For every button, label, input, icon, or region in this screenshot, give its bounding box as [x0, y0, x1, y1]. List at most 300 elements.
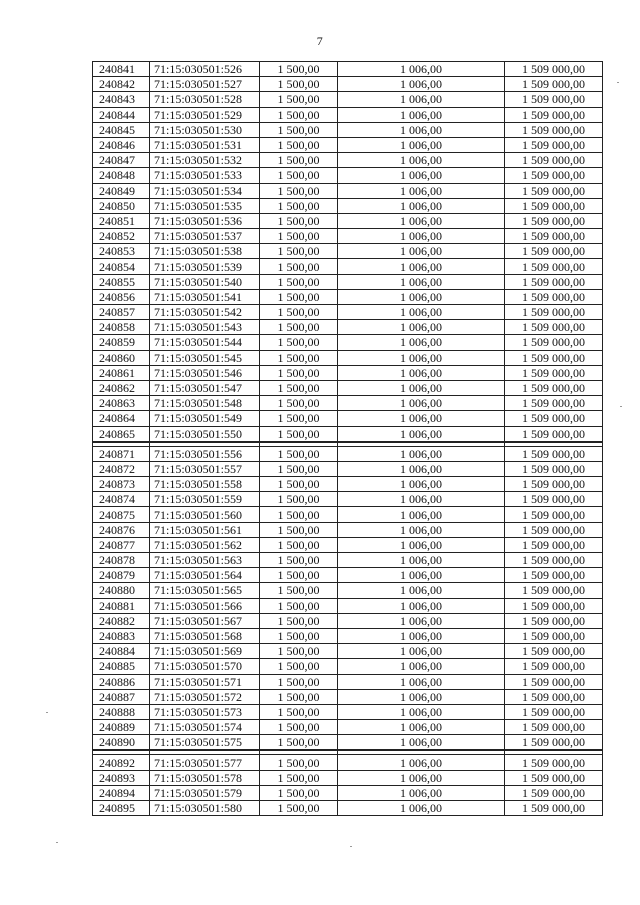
- rate-cell: 1 006,00: [338, 704, 505, 719]
- value-cell: 1 509 000,00: [505, 568, 603, 583]
- plot-id-cell: 240845: [93, 122, 150, 137]
- value-cell: 1 509 000,00: [505, 583, 603, 598]
- area-cell: 1 500,00: [260, 62, 338, 77]
- area-cell: 1 500,00: [260, 122, 338, 137]
- area-cell: 1 500,00: [260, 77, 338, 92]
- plot-id-cell: 240880: [93, 583, 150, 598]
- plot-id-cell: 240841: [93, 62, 150, 77]
- plot-id-cell: 240875: [93, 507, 150, 522]
- plot-id-cell: 240852: [93, 229, 150, 244]
- value-cell: 1 509 000,00: [505, 380, 603, 395]
- area-cell: 1 500,00: [260, 213, 338, 228]
- cadastral-number-cell: 71:15:030501:529: [150, 107, 260, 122]
- plot-id-cell: 240842: [93, 77, 150, 92]
- plot-id-cell: 240887: [93, 689, 150, 704]
- table-row: [93, 659, 603, 674]
- cadastral-number-cell: 71:15:030501:579: [150, 785, 260, 800]
- plot-id-cell: 240876: [93, 522, 150, 537]
- area-cell: 1 500,00: [260, 553, 338, 568]
- value-cell: 1 509 000,00: [505, 411, 603, 426]
- value-cell: 1 509 000,00: [505, 477, 603, 492]
- cadastral-number-cell: 71:15:030501:566: [150, 598, 260, 613]
- area-cell: 1 500,00: [260, 426, 338, 442]
- area-cell: 1 500,00: [260, 305, 338, 320]
- cadastral-number-cell: 71:15:030501:531: [150, 137, 260, 152]
- value-cell: 1 509 000,00: [505, 107, 603, 122]
- plot-id-cell: 240882: [93, 613, 150, 628]
- rate-cell: 1 006,00: [338, 168, 505, 183]
- cadastral-number-cell: 71:15:030501:558: [150, 477, 260, 492]
- cadastral-number-cell: 71:15:030501:526: [150, 62, 260, 77]
- cadastral-number-cell: 71:15:030501:536: [150, 213, 260, 228]
- table-row: [93, 137, 603, 152]
- value-cell: 1 509 000,00: [505, 446, 603, 461]
- table-body: [93, 62, 603, 816]
- plot-id-cell: 240878: [93, 553, 150, 568]
- area-cell: 1 500,00: [260, 613, 338, 628]
- plot-id-cell: 240895: [93, 801, 150, 816]
- value-cell: 1 509 000,00: [505, 461, 603, 476]
- area-cell: 1 500,00: [260, 770, 338, 785]
- table-row: [93, 244, 603, 259]
- table-row: [93, 305, 603, 320]
- value-cell: 1 509 000,00: [505, 507, 603, 522]
- plot-id-cell: 240874: [93, 492, 150, 507]
- plot-id-cell: 240863: [93, 396, 150, 411]
- value-cell: 1 509 000,00: [505, 259, 603, 274]
- cadastral-number-cell: 71:15:030501:545: [150, 350, 260, 365]
- cadastral-number-cell: 71:15:030501:568: [150, 628, 260, 643]
- rate-cell: 1 006,00: [338, 365, 505, 380]
- value-cell: 1 509 000,00: [505, 644, 603, 659]
- plot-id-cell: 240865: [93, 426, 150, 442]
- rate-cell: 1 006,00: [338, 785, 505, 800]
- table-row: [93, 537, 603, 552]
- rate-cell: 1 006,00: [338, 137, 505, 152]
- area-cell: 1 500,00: [260, 689, 338, 704]
- value-cell: 1 509 000,00: [505, 289, 603, 304]
- value-cell: 1 509 000,00: [505, 229, 603, 244]
- table-row: [93, 553, 603, 568]
- cadastral-number-cell: 71:15:030501:528: [150, 92, 260, 107]
- rate-cell: 1 006,00: [338, 446, 505, 461]
- area-cell: 1 500,00: [260, 446, 338, 461]
- area-cell: 1 500,00: [260, 644, 338, 659]
- area-cell: 1 500,00: [260, 801, 338, 816]
- area-cell: 1 500,00: [260, 720, 338, 735]
- area-cell: 1 500,00: [260, 537, 338, 552]
- plot-id-cell: 240844: [93, 107, 150, 122]
- value-cell: 1 509 000,00: [505, 396, 603, 411]
- rate-cell: 1 006,00: [338, 689, 505, 704]
- rate-cell: 1 006,00: [338, 613, 505, 628]
- area-cell: 1 500,00: [260, 674, 338, 689]
- cadastral-number-cell: 71:15:030501:561: [150, 522, 260, 537]
- area-cell: 1 500,00: [260, 137, 338, 152]
- plot-id-cell: 240877: [93, 537, 150, 552]
- rate-cell: 1 006,00: [338, 244, 505, 259]
- area-cell: 1 500,00: [260, 659, 338, 674]
- cadastral-number-cell: 71:15:030501:548: [150, 396, 260, 411]
- table-row: [93, 365, 603, 380]
- cadastral-number-cell: 71:15:030501:550: [150, 426, 260, 442]
- area-cell: 1 500,00: [260, 183, 338, 198]
- value-cell: 1 509 000,00: [505, 320, 603, 335]
- rate-cell: 1 006,00: [338, 229, 505, 244]
- area-cell: 1 500,00: [260, 411, 338, 426]
- plot-id-cell: 240881: [93, 598, 150, 613]
- cadastral-number-cell: 71:15:030501:546: [150, 365, 260, 380]
- value-cell: 1 509 000,00: [505, 522, 603, 537]
- cadastral-number-cell: 71:15:030501:543: [150, 320, 260, 335]
- cadastral-number-cell: 71:15:030501:564: [150, 568, 260, 583]
- plot-id-cell: 240862: [93, 380, 150, 395]
- value-cell: 1 509 000,00: [505, 122, 603, 137]
- rate-cell: 1 006,00: [338, 92, 505, 107]
- value-cell: 1 509 000,00: [505, 153, 603, 168]
- value-cell: 1 509 000,00: [505, 244, 603, 259]
- table-row: [93, 674, 603, 689]
- plot-id-cell: 240854: [93, 259, 150, 274]
- cadastral-number-cell: 71:15:030501:547: [150, 380, 260, 395]
- rate-cell: 1 006,00: [338, 492, 505, 507]
- rate-cell: 1 006,00: [338, 801, 505, 816]
- table-row: [93, 411, 603, 426]
- plot-id-cell: 240858: [93, 320, 150, 335]
- area-cell: 1 500,00: [260, 335, 338, 350]
- cadastral-number-cell: 71:15:030501:549: [150, 411, 260, 426]
- area-cell: 1 500,00: [260, 168, 338, 183]
- rate-cell: 1 006,00: [338, 153, 505, 168]
- value-cell: 1 509 000,00: [505, 770, 603, 785]
- plot-id-cell: 240848: [93, 168, 150, 183]
- rate-cell: 1 006,00: [338, 380, 505, 395]
- table-row: [93, 507, 603, 522]
- table-row: [93, 735, 603, 751]
- cadastral-number-cell: 71:15:030501:557: [150, 461, 260, 476]
- rate-cell: 1 006,00: [338, 213, 505, 228]
- area-cell: 1 500,00: [260, 598, 338, 613]
- plot-id-cell: 240886: [93, 674, 150, 689]
- table-row: [93, 644, 603, 659]
- cadastral-number-cell: 71:15:030501:573: [150, 704, 260, 719]
- value-cell: 1 509 000,00: [505, 198, 603, 213]
- value-cell: 1 509 000,00: [505, 689, 603, 704]
- cadastral-number-cell: 71:15:030501:572: [150, 689, 260, 704]
- value-cell: 1 509 000,00: [505, 613, 603, 628]
- plot-id-cell: 240849: [93, 183, 150, 198]
- rate-cell: 1 006,00: [338, 537, 505, 552]
- plot-id-cell: 240856: [93, 289, 150, 304]
- plot-id-cell: 240883: [93, 628, 150, 643]
- rate-cell: 1 006,00: [338, 461, 505, 476]
- value-cell: 1 509 000,00: [505, 735, 603, 751]
- value-cell: 1 509 000,00: [505, 62, 603, 77]
- value-cell: 1 509 000,00: [505, 720, 603, 735]
- rate-cell: 1 006,00: [338, 426, 505, 442]
- plot-id-cell: 240855: [93, 274, 150, 289]
- area-cell: 1 500,00: [260, 198, 338, 213]
- area-cell: 1 500,00: [260, 628, 338, 643]
- table-row: [93, 168, 603, 183]
- cadastral-number-cell: 71:15:030501:562: [150, 537, 260, 552]
- table-row: [93, 153, 603, 168]
- value-cell: 1 509 000,00: [505, 537, 603, 552]
- rate-cell: 1 006,00: [338, 507, 505, 522]
- rate-cell: 1 006,00: [338, 274, 505, 289]
- area-cell: 1 500,00: [260, 583, 338, 598]
- table-row: [93, 801, 603, 816]
- table-row: [93, 785, 603, 800]
- cadastral-number-cell: 71:15:030501:527: [150, 77, 260, 92]
- rate-cell: 1 006,00: [338, 77, 505, 92]
- plot-id-cell: 240857: [93, 305, 150, 320]
- area-cell: 1 500,00: [260, 522, 338, 537]
- cadastral-number-cell: 71:15:030501:556: [150, 446, 260, 461]
- area-cell: 1 500,00: [260, 229, 338, 244]
- table-row: [93, 122, 603, 137]
- plot-id-cell: 240884: [93, 644, 150, 659]
- value-cell: 1 509 000,00: [505, 137, 603, 152]
- rate-cell: 1 006,00: [338, 289, 505, 304]
- table-row: [93, 198, 603, 213]
- rate-cell: 1 006,00: [338, 522, 505, 537]
- table-row: [93, 274, 603, 289]
- table-row: [93, 446, 603, 461]
- cadastral-number-cell: 71:15:030501:560: [150, 507, 260, 522]
- cadastral-number-cell: 71:15:030501:533: [150, 168, 260, 183]
- scan-speck: [620, 406, 622, 407]
- table-row: [93, 62, 603, 77]
- table-row: [93, 704, 603, 719]
- value-cell: 1 509 000,00: [505, 77, 603, 92]
- scan-speck: [350, 846, 352, 847]
- area-cell: 1 500,00: [260, 350, 338, 365]
- cadastral-number-cell: 71:15:030501:537: [150, 229, 260, 244]
- table-row: [93, 289, 603, 304]
- table-row: [93, 689, 603, 704]
- page-number: 7: [316, 34, 324, 48]
- cadastral-number-cell: 71:15:030501:542: [150, 305, 260, 320]
- cadastral-number-cell: 71:15:030501:580: [150, 801, 260, 816]
- value-cell: 1 509 000,00: [505, 659, 603, 674]
- plot-id-cell: 240843: [93, 92, 150, 107]
- cadastral-number-cell: 71:15:030501:530: [150, 122, 260, 137]
- area-cell: 1 500,00: [260, 461, 338, 476]
- rate-cell: 1 006,00: [338, 107, 505, 122]
- area-cell: 1 500,00: [260, 507, 338, 522]
- table-row: [93, 229, 603, 244]
- rate-cell: 1 006,00: [338, 674, 505, 689]
- area-cell: 1 500,00: [260, 107, 338, 122]
- plot-id-cell: 240853: [93, 244, 150, 259]
- value-cell: 1 509 000,00: [505, 426, 603, 442]
- cadastral-number-cell: 71:15:030501:569: [150, 644, 260, 659]
- value-cell: 1 509 000,00: [505, 492, 603, 507]
- area-cell: 1 500,00: [260, 153, 338, 168]
- table-row: [93, 492, 603, 507]
- table-row: [93, 720, 603, 735]
- area-cell: 1 500,00: [260, 259, 338, 274]
- table-row: [93, 613, 603, 628]
- rate-cell: 1 006,00: [338, 770, 505, 785]
- value-cell: 1 509 000,00: [505, 168, 603, 183]
- plot-id-cell: 240888: [93, 704, 150, 719]
- area-cell: 1 500,00: [260, 568, 338, 583]
- plot-id-cell: 240847: [93, 153, 150, 168]
- table-row: [93, 426, 603, 442]
- area-cell: 1 500,00: [260, 274, 338, 289]
- rate-cell: 1 006,00: [338, 183, 505, 198]
- cadastral-number-cell: 71:15:030501:532: [150, 153, 260, 168]
- scan-speck: [56, 842, 58, 843]
- rate-cell: 1 006,00: [338, 720, 505, 735]
- rate-cell: 1 006,00: [338, 198, 505, 213]
- table-row: [93, 335, 603, 350]
- rate-cell: 1 006,00: [338, 259, 505, 274]
- plot-id-cell: 240860: [93, 350, 150, 365]
- table-row: [93, 320, 603, 335]
- cadastral-number-cell: 71:15:030501:539: [150, 259, 260, 274]
- area-cell: 1 500,00: [260, 492, 338, 507]
- table-row: [93, 213, 603, 228]
- area-cell: 1 500,00: [260, 289, 338, 304]
- rate-cell: 1 006,00: [338, 553, 505, 568]
- scan-speck: [617, 82, 619, 83]
- cadastral-number-cell: 71:15:030501:570: [150, 659, 260, 674]
- value-cell: 1 509 000,00: [505, 785, 603, 800]
- rate-cell: 1 006,00: [338, 477, 505, 492]
- table-row: [93, 183, 603, 198]
- rate-cell: 1 006,00: [338, 644, 505, 659]
- area-cell: 1 500,00: [260, 396, 338, 411]
- table-row: [93, 598, 603, 613]
- plot-id-cell: 240851: [93, 213, 150, 228]
- cadastral-number-cell: 71:15:030501:578: [150, 770, 260, 785]
- plot-id-cell: 240872: [93, 461, 150, 476]
- value-cell: 1 509 000,00: [505, 365, 603, 380]
- cadastral-number-cell: 71:15:030501:565: [150, 583, 260, 598]
- plot-id-cell: 240889: [93, 720, 150, 735]
- cadastral-number-cell: 71:15:030501:538: [150, 244, 260, 259]
- plot-id-cell: 240873: [93, 477, 150, 492]
- value-cell: 1 509 000,00: [505, 350, 603, 365]
- plot-id-cell: 240846: [93, 137, 150, 152]
- area-cell: 1 500,00: [260, 755, 338, 770]
- cadastral-number-cell: 71:15:030501:535: [150, 198, 260, 213]
- cadastral-number-cell: 71:15:030501:571: [150, 674, 260, 689]
- plot-id-cell: 240879: [93, 568, 150, 583]
- cadastral-number-cell: 71:15:030501:567: [150, 613, 260, 628]
- table-row: [93, 107, 603, 122]
- rate-cell: 1 006,00: [338, 320, 505, 335]
- value-cell: 1 509 000,00: [505, 335, 603, 350]
- table-row: [93, 522, 603, 537]
- rate-cell: 1 006,00: [338, 62, 505, 77]
- area-cell: 1 500,00: [260, 244, 338, 259]
- rate-cell: 1 006,00: [338, 755, 505, 770]
- value-cell: 1 509 000,00: [505, 628, 603, 643]
- value-cell: 1 509 000,00: [505, 553, 603, 568]
- cadastral-number-cell: 71:15:030501:574: [150, 720, 260, 735]
- plot-id-cell: 240864: [93, 411, 150, 426]
- rate-cell: 1 006,00: [338, 598, 505, 613]
- value-cell: 1 509 000,00: [505, 305, 603, 320]
- land-plot-table: [92, 61, 603, 816]
- rate-cell: 1 006,00: [338, 568, 505, 583]
- rate-cell: 1 006,00: [338, 396, 505, 411]
- cadastral-number-cell: 71:15:030501:563: [150, 553, 260, 568]
- rate-cell: 1 006,00: [338, 335, 505, 350]
- plot-id-cell: 240861: [93, 365, 150, 380]
- table-row: [93, 380, 603, 395]
- cadastral-number-cell: 71:15:030501:544: [150, 335, 260, 350]
- value-cell: 1 509 000,00: [505, 704, 603, 719]
- table-row: [93, 628, 603, 643]
- cadastral-number-cell: 71:15:030501:540: [150, 274, 260, 289]
- table-row: [93, 568, 603, 583]
- plot-id-cell: 240894: [93, 785, 150, 800]
- table-row: [93, 92, 603, 107]
- plot-id-cell: 240893: [93, 770, 150, 785]
- rate-cell: 1 006,00: [338, 122, 505, 137]
- rate-cell: 1 006,00: [338, 411, 505, 426]
- plot-id-cell: 240885: [93, 659, 150, 674]
- table-row: [93, 583, 603, 598]
- table-row: [93, 461, 603, 476]
- scan-speck: [46, 712, 48, 713]
- value-cell: 1 509 000,00: [505, 92, 603, 107]
- plot-id-cell: 240871: [93, 446, 150, 461]
- rate-cell: 1 006,00: [338, 305, 505, 320]
- area-cell: 1 500,00: [260, 92, 338, 107]
- cadastral-number-cell: 71:15:030501:559: [150, 492, 260, 507]
- area-cell: 1 500,00: [260, 477, 338, 492]
- value-cell: 1 509 000,00: [505, 801, 603, 816]
- value-cell: 1 509 000,00: [505, 183, 603, 198]
- table-row: [93, 770, 603, 785]
- cadastral-number-cell: 71:15:030501:541: [150, 289, 260, 304]
- table-row: [93, 477, 603, 492]
- table-row: [93, 396, 603, 411]
- cadastral-number-cell: 71:15:030501:577: [150, 755, 260, 770]
- plot-id-cell: 240892: [93, 755, 150, 770]
- plot-id-cell: 240890: [93, 735, 150, 751]
- table-row: [93, 259, 603, 274]
- plot-id-cell: 240859: [93, 335, 150, 350]
- rate-cell: 1 006,00: [338, 350, 505, 365]
- rate-cell: 1 006,00: [338, 735, 505, 751]
- value-cell: 1 509 000,00: [505, 755, 603, 770]
- area-cell: 1 500,00: [260, 320, 338, 335]
- rate-cell: 1 006,00: [338, 583, 505, 598]
- plot-id-cell: 240850: [93, 198, 150, 213]
- area-cell: 1 500,00: [260, 704, 338, 719]
- value-cell: 1 509 000,00: [505, 598, 603, 613]
- value-cell: 1 509 000,00: [505, 274, 603, 289]
- area-cell: 1 500,00: [260, 735, 338, 751]
- rate-cell: 1 006,00: [338, 659, 505, 674]
- value-cell: 1 509 000,00: [505, 674, 603, 689]
- area-cell: 1 500,00: [260, 785, 338, 800]
- cadastral-number-cell: 71:15:030501:575: [150, 735, 260, 751]
- table-row: [93, 755, 603, 770]
- area-cell: 1 500,00: [260, 380, 338, 395]
- rate-cell: 1 006,00: [338, 628, 505, 643]
- value-cell: 1 509 000,00: [505, 213, 603, 228]
- table-row: [93, 77, 603, 92]
- table-row: [93, 350, 603, 365]
